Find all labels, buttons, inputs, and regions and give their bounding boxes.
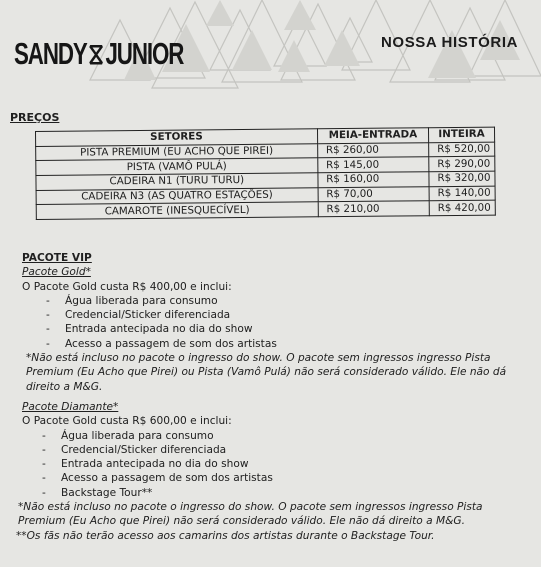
list-item: - Credencial/Sticker diferenciada: [42, 443, 537, 457]
list-item: - Entrada antecipada no dia do show: [42, 457, 537, 471]
row-inteira: R$ 420,00: [429, 201, 495, 216]
list-item: - Acesso a passagem de som dos artistas: [46, 337, 522, 351]
pacote-diamante-section: [16, 400, 537, 543]
row-inteira: R$ 290,00: [429, 156, 495, 171]
pacote-vip-title: PACOTE VIP: [22, 252, 92, 264]
row-inteira: R$ 320,00: [429, 171, 495, 186]
row-meia: R$ 210,00: [318, 201, 429, 217]
row-meia: R$ 70,00: [318, 186, 429, 202]
row-sector: PISTA PREMIUM (EU ACHO QUE PIREI): [36, 143, 318, 160]
list-item: - Água liberada para consumo: [46, 294, 522, 308]
price-table: [35, 127, 496, 221]
pacote-diamante-intro: O Pacote Gold custa R$ 600,00 e inclui:: [22, 415, 232, 428]
pacote-gold-section: [22, 251, 522, 394]
pacote-diamante-items: [22, 429, 537, 500]
pacote-diamante-note: *Não está incluso no pacote o ingresso do show. O pacote sem ingressos ingresso Pista Premium (Eu Acho que Pirei) não será considerado válido. Ele não dá direito a M&G.: [18, 501, 483, 528]
backstage-note: **Os fãs não terão acesso aos camarins dos artistas durante o Backstage Tour.: [16, 529, 435, 542]
pacote-gold-items: [22, 294, 522, 351]
row-sector: PISTA (VAMÔ PULÁ): [36, 158, 318, 175]
row-sector: CAMAROTE (INESQUECÍVEL): [36, 202, 318, 219]
pacote-gold-note: *Não está incluso no pacote o ingresso do show. O pacote sem ingressos ingresso Pista Premium (Eu Acho que Pirei) ou Pista (Vamô Pulá) não será considerado válido. Ele não dá direito a M&G.: [26, 352, 507, 393]
logo-hourglass-icon: ⧖: [88, 36, 104, 71]
row-sector: CADEIRA N3 (AS QUATRO ESTAÇÕES): [36, 188, 318, 205]
row-meia: R$ 145,00: [318, 157, 429, 173]
pacote-diamante-name: Pacote Diamante*: [22, 401, 119, 413]
list-item: - Água liberada para consumo: [42, 429, 537, 443]
row-sector: CADEIRA N1 (TURU TURU): [36, 173, 318, 190]
list-item: - Entrada antecipada no dia do show: [46, 322, 522, 336]
row-inteira: R$ 520,00: [429, 142, 495, 157]
logo-left-text: SANDY: [14, 36, 87, 71]
list-item: - Acesso a passagem de som dos artistas: [42, 471, 537, 485]
list-item: - Credencial/Sticker diferenciada: [46, 308, 522, 322]
header-meia-entrada: MEIA-ENTRADA: [317, 128, 428, 144]
logo-right-text: JUNIOR: [105, 36, 184, 71]
header-banner: [0, 0, 541, 96]
pacote-gold-name: Pacote Gold*: [22, 266, 91, 279]
page-title: NOSSA HISTÓRIA: [381, 34, 519, 51]
pacote-gold-intro: O Pacote Gold custa R$ 400,00 e inclui:: [22, 280, 232, 293]
header-inteira: INTEIRA: [428, 127, 494, 142]
precos-title: PREÇOS: [10, 111, 60, 124]
list-item: - Backstage Tour**: [42, 486, 537, 500]
row-meia: R$ 160,00: [318, 172, 429, 188]
header-setores: SETORES: [36, 129, 318, 146]
row-inteira: R$ 140,00: [429, 186, 495, 201]
sandy-junior-logo: [14, 36, 183, 73]
row-meia: R$ 260,00: [317, 142, 428, 158]
